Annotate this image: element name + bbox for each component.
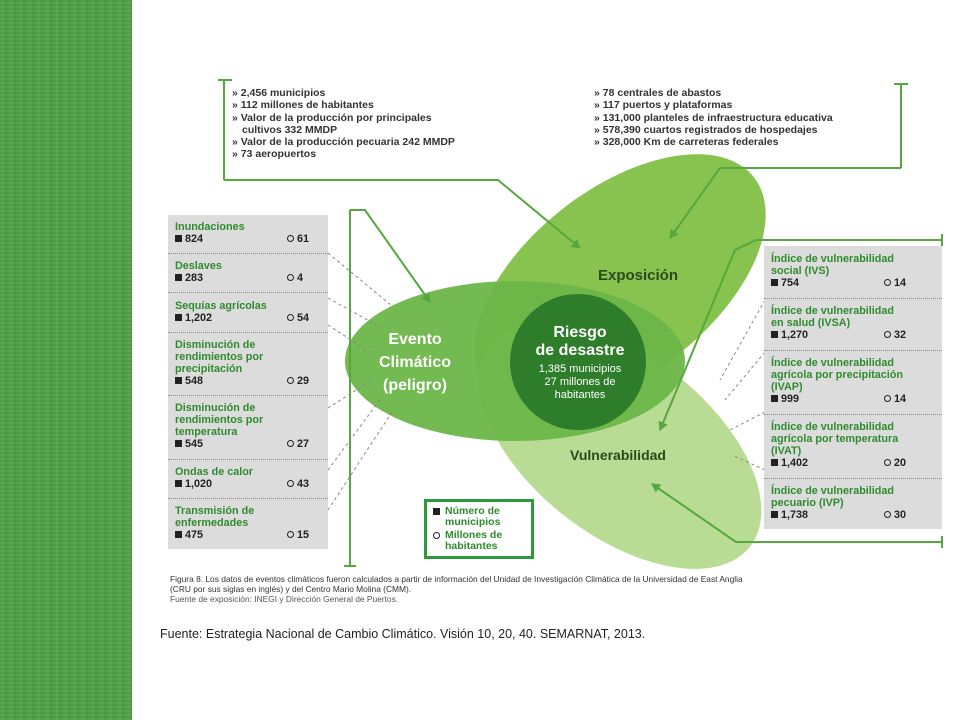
hazard-panel — [168, 215, 328, 549]
exposure-left-item: » 73 aeropuertos — [232, 148, 317, 161]
vulnerability-title: social (IVS) — [771, 265, 830, 277]
vulnerability-title: en salud (IVSA) — [771, 317, 851, 329]
hazard-millones: 15 — [297, 529, 310, 541]
hazard-municipios: 545 — [185, 438, 204, 450]
hazard-item — [168, 402, 328, 451]
exposure-right-item: » 117 puertos y plataformas — [594, 99, 733, 112]
hazard-millones: 4 — [297, 272, 304, 284]
hazard-millones: 61 — [297, 233, 310, 245]
vulnerability-millones: 32 — [894, 329, 907, 341]
hazard-title: Sequías agrícolas — [175, 300, 267, 312]
vulnerability-title: (IVAT) — [771, 445, 802, 457]
vulnerability-title: (IVAP) — [771, 381, 803, 393]
municipios-square-icon — [175, 440, 182, 447]
vulnerability-panel — [764, 246, 942, 529]
vulnerability-title: Índice de vulnerabilidad — [771, 421, 894, 433]
vulnerability-millones: 30 — [894, 509, 907, 521]
vulnerability-title: pecuario (IVP) — [771, 497, 844, 509]
municipios-square-icon — [771, 395, 778, 402]
hazard-municipios: 548 — [185, 375, 204, 387]
legend-municipios — [433, 506, 525, 528]
legend-municipios-line: Número de — [445, 505, 500, 517]
municipios-square-icon — [771, 511, 778, 518]
municipios-square-icon — [175, 274, 182, 281]
hazard-title: rendimientos por — [175, 414, 264, 426]
vulnerability-title: agrícola por precipitación — [771, 369, 903, 381]
hazard-item — [168, 466, 328, 491]
municipios-square-icon — [175, 235, 182, 242]
habitantes-circle-icon — [884, 395, 891, 402]
vulnerability-item — [764, 485, 942, 522]
hazard-label-3: (peligro) — [383, 377, 447, 394]
legend-habitantes-line: habitantes — [445, 540, 498, 552]
municipios-square-icon — [433, 508, 440, 515]
vulnerability-municipios: 1,270 — [781, 329, 809, 341]
risk-circle — [510, 294, 646, 430]
hazard-millones: 54 — [297, 312, 310, 324]
exposure-list-left — [232, 87, 455, 161]
hazard-item — [168, 505, 328, 542]
vulnerability-label: Vulnerabilidad — [570, 447, 666, 463]
exposure-right-item: » 78 centrales de abastos — [594, 87, 722, 99]
municipios-square-icon — [771, 279, 778, 286]
habitantes-circle-icon — [433, 532, 440, 539]
vulnerability-item — [764, 357, 942, 406]
vulnerability-municipios: 999 — [781, 393, 800, 405]
hazard-municipios: 824 — [185, 233, 204, 245]
habitantes-circle-icon — [884, 331, 891, 338]
vulnerability-millones: 14 — [894, 393, 907, 405]
exposure-right-item: » 578,390 cuartos registrados de hospedajes — [594, 123, 818, 136]
risk-detail-1: 1,385 municipios — [538, 363, 622, 375]
habitantes-circle-icon — [287, 531, 294, 538]
vulnerability-title: agrícola por temperatura — [771, 433, 899, 445]
hazard-municipios: 1,020 — [185, 478, 213, 490]
hazard-title: Disminución de — [175, 339, 256, 351]
vulnerability-municipios: 754 — [781, 277, 800, 289]
hazard-title: precipitación — [175, 363, 243, 375]
vulnerability-title: Índice de vulnerabilidad — [771, 253, 894, 265]
vulnerability-title: Índice de vulnerabilidad — [771, 485, 894, 497]
hazard-item — [168, 339, 328, 388]
vulnerability-millones: 14 — [894, 277, 907, 289]
municipios-square-icon — [175, 377, 182, 384]
habitantes-circle-icon — [884, 279, 891, 286]
exposure-left-item: » Valor de la producción por principales — [232, 111, 432, 124]
hazard-title: temperatura — [175, 426, 238, 438]
exposure-left-item: cultivos 332 MMDP — [242, 123, 338, 136]
habitantes-circle-icon — [287, 480, 294, 487]
municipios-square-icon — [771, 331, 778, 338]
exposure-right-item: » 328,000 Km de carreteras federales — [594, 136, 779, 149]
hazard-title: enfermedades — [175, 517, 249, 529]
vulnerability-title: Índice de vulnerabilidad — [771, 305, 894, 317]
hazard-title: rendimientos por — [175, 351, 264, 363]
hazard-item — [168, 300, 328, 325]
hazard-item — [168, 221, 328, 246]
hazard-millones: 29 — [297, 375, 310, 387]
municipios-square-icon — [175, 480, 182, 487]
vulnerability-item — [764, 253, 942, 290]
municipios-square-icon — [175, 314, 182, 321]
hazard-millones: 27 — [297, 438, 310, 450]
risk-title-2: de desastre — [535, 342, 625, 359]
exposure-left-item: » Valor de la producción pecuaria 242 MMDP — [232, 136, 455, 149]
caption-line: (CRU por sus siglas en inglés) y del Centro Mario Molina (CMM). — [170, 584, 412, 594]
figure-caption — [170, 574, 743, 604]
vulnerability-municipios: 1,402 — [781, 457, 809, 469]
legend-habitantes-line: Millones de — [445, 529, 503, 541]
exposure-list-right — [594, 87, 833, 148]
legend — [424, 499, 534, 559]
habitantes-circle-icon — [287, 235, 294, 242]
exposure-left-item: » 2,456 municipios — [232, 87, 326, 99]
figure — [160, 70, 950, 610]
hazard-municipios: 283 — [185, 272, 204, 284]
hazard-title: Deslaves — [175, 260, 222, 272]
municipios-square-icon — [771, 459, 778, 466]
hazard-label-1: Evento — [388, 331, 442, 348]
legend-habitantes — [433, 530, 525, 552]
habitantes-circle-icon — [884, 459, 891, 466]
habitantes-circle-icon — [287, 314, 294, 321]
habitantes-circle-icon — [287, 440, 294, 447]
hazard-title: Transmisión de — [175, 505, 255, 517]
vulnerability-item — [764, 305, 942, 342]
habitantes-circle-icon — [287, 377, 294, 384]
vulnerability-item — [764, 421, 942, 470]
hazard-title: Disminución de — [175, 402, 256, 414]
hazard-item — [168, 260, 328, 285]
vulnerability-title: Índice de vulnerabilidad — [771, 357, 894, 369]
caption-source-line: Fuente de exposición: INEGI y Dirección General de Puertos. — [170, 594, 399, 604]
risk-detail-2: 27 millones de — [544, 376, 616, 388]
hazard-label-2: Climático — [378, 354, 452, 371]
source-text: Fuente: Estrategia Nacional de Cambio Climático. Visión 10, 20, 40. SEMARNAT, 2013. — [160, 627, 646, 641]
hazard-municipios: 1,202 — [185, 312, 213, 324]
exposure-right-item: » 131,000 planteles de infraestructura educativa — [594, 111, 833, 124]
hazard-municipios: 475 — [185, 529, 204, 541]
hazard-label — [379, 331, 451, 394]
hazard-title: Ondas de calor — [175, 466, 254, 478]
legend-municipios-line: municipios — [445, 516, 501, 528]
vulnerability-millones: 20 — [894, 457, 907, 469]
hazard-millones: 43 — [297, 478, 310, 490]
habitantes-circle-icon — [287, 274, 294, 281]
risk-detail-3: habitantes — [554, 389, 606, 401]
exposure-left-item: » 112 millones de habitantes — [232, 99, 374, 112]
slide-sidebar-decoration — [0, 0, 132, 720]
municipios-square-icon — [175, 531, 182, 538]
risk-title-1: Riesgo — [553, 324, 607, 341]
exposure-label: Exposición — [597, 267, 679, 284]
habitantes-circle-icon — [884, 511, 891, 518]
caption-line: Figura 8. Los datos de eventos climáticos fueron calculados a partir de información del Unidad de Investigación Climática de la Universidad de East Anglia — [170, 574, 743, 584]
vulnerability-municipios: 1,738 — [781, 509, 809, 521]
hazard-title: Inundaciones — [175, 221, 245, 233]
